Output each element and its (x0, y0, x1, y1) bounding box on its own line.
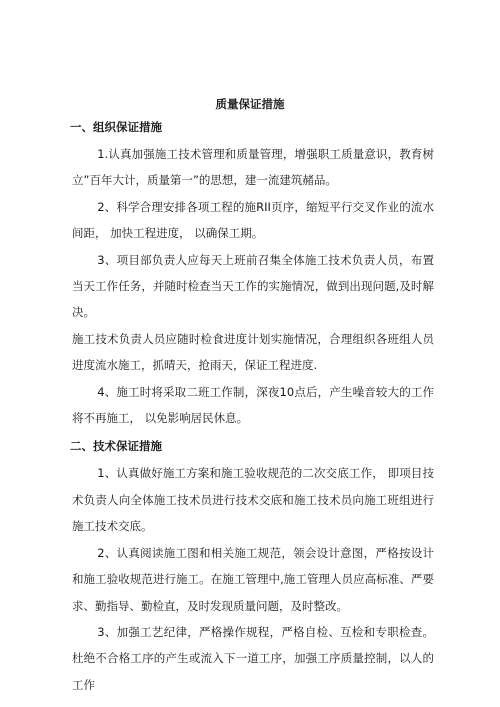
document-body (72, 118, 434, 698)
paragraph: 1.认真加强施工技术管理和质量管理，增强职工质量意识，教育树立”百年大计，质量第一”的思想，建一流建筑赭品。 (72, 147, 434, 188)
paragraph: 1、认真做好施工方案和施工验收规范的二次交底工作， 即项目技术负责人向全体施工技术员进行技术交底和施工技术员向施工班组进行施工技术交底。 (72, 466, 435, 534)
paragraph: 3、项目部负责人应每天上班前召集全体施工技术负责人员，布置当天工作任务，并随时检查当天工作的实施情况，做到出现问题,及时解决。 (72, 252, 434, 320)
section-heading-organization: 一、组织保证措施 (70, 120, 162, 134)
paragraph: 3、加强工艺纪律，严格操作规程，严格自检、互检和专职检查。杜绝不合格工序的产生或流入下一道工序，加强工序质量控制，以人的工作 (72, 624, 434, 692)
paragraph: 2、认真阅读施工图和相关施工规范，领会设计意图，严格按设计和施工验收规范进行施工。在施工管理中,施工管理人员应高标准、严要求、勤指导、勤检直，及时发现质量问题，及时整改。 (72, 545, 434, 613)
paragraph-continuation: 施工技术负责人员应随时检食进度计划实施情况，合理组织各班组人员进度流水施工，抓晴天，抢雨天，保证工程进度. (72, 331, 434, 373)
document-title: 质量保证措施 (215, 97, 285, 111)
paragraph: 2、科学合理安排各项工程的施RII页序，缩短平行交叉作业的流水间距， 加快工程进度， 以确保工期。 (72, 199, 434, 241)
paragraph: 4、施工时将采取二班工作制，深夜10点后，产生噪音较大的工作将不再施工， 以免影响居民休息。 (72, 384, 434, 426)
section-heading-technical: 二、技术保证措施 (70, 439, 162, 454)
